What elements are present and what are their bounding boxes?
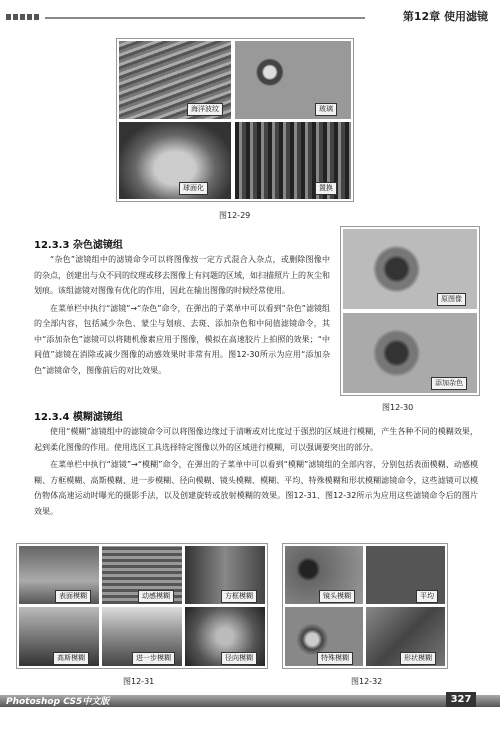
tile-glass (235, 41, 351, 119)
tile-radial-blur (185, 607, 265, 666)
figure-caption: 图12-32 (351, 677, 383, 686)
tile-displace (235, 122, 351, 199)
tile-label: 形状模糊 (400, 652, 436, 665)
tile-label: 特殊模糊 (317, 652, 353, 665)
tile-label: 海洋波纹 (187, 103, 223, 116)
tile-label: 表面模糊 (55, 590, 91, 603)
tile-label: 动感模糊 (138, 590, 174, 603)
section-heading: 12.3.4 模糊滤镜组 (34, 412, 123, 423)
figure-12-31 (16, 543, 268, 669)
tile-shape-blur (366, 607, 445, 666)
tile-label: 进一步模糊 (132, 652, 175, 665)
tile-label: 球面化 (179, 182, 208, 195)
paragraph: 在菜单栏中执行“滤镜”→“模糊”命令，在弹出的子菜单中可以看到“模糊”滤镜组的全部内容，分别包括表面模糊、动感模糊、方框模糊、高斯模糊、进一步模糊、径向模糊、镜头模糊、模糊、平均、特殊模糊和形状模糊滤镜命令，这些滤镜可以模仿物体高速运动时曝光的摄影手法，以及创建旋转或放射模糊的效果。图12-31、图12-32所示为应用这些滤镜命令后的图片效果。 (34, 460, 478, 516)
tile-label: 玻璃 (315, 103, 337, 116)
tile-box-blur (185, 546, 265, 604)
tile-label: 高斯模糊 (53, 652, 89, 665)
section-heading: 12.3.3 杂色滤镜组 (34, 240, 123, 251)
tile-label: 镜头模糊 (319, 590, 355, 603)
figure-caption: 图12-30 (382, 403, 414, 412)
header-rule (45, 17, 365, 19)
paragraph: 使用“模糊”滤镜组中的滤镜命令可以将图像边缘过于清晰或对比度过于强烈的区域进行模糊，产生各种不同的模糊效果，起到柔化图像的作用。使用选区工具选择特定图像以外的区域进行模糊，可以强调要突出的部分。 (34, 427, 478, 452)
page-number: 327 (446, 692, 476, 707)
book-title: Photoshop CS5中文版 (6, 697, 110, 707)
header-decoration (6, 14, 39, 20)
tile-label: 平均 (416, 590, 438, 603)
chapter-title: 第12章 使用滤镜 (402, 10, 488, 23)
tile-blur-more (102, 607, 182, 666)
tile-lens-blur (285, 546, 363, 604)
section-body (34, 424, 478, 519)
figure-12-32 (282, 543, 448, 669)
figure-12-30 (340, 226, 480, 396)
tile-label: 径向模糊 (221, 652, 257, 665)
paragraph: “杂色”滤镜组中的滤镜命令可以将图像按一定方式混合入杂点，或删除图像中的杂点，创建出与众不同的纹理或移去图像上有问题的区域，如扫描照片上的灰尘和划痕。该组滤镜对图像有优化的作用，因此在输出图像的时候经常使用。 (34, 255, 330, 295)
tile-label: 置换 (315, 182, 337, 195)
tile-smart-blur (285, 607, 363, 666)
figure-caption: 图12-31 (123, 677, 155, 686)
tile-add-noise (343, 313, 477, 393)
tile-surface-blur (19, 546, 99, 604)
section-body (34, 252, 330, 378)
figure-caption: 图12-29 (219, 211, 251, 220)
tile-original (343, 229, 477, 309)
tile-spherize (119, 122, 231, 199)
paragraph: 在菜单栏中执行“滤镜”→“杂色”命令，在弹出的子菜单中可以看到“杂色”滤镜组的全部内容，包括减少杂色、蒙尘与划痕、去斑、添加杂色和中间值滤镜命令，其中“添加杂色”滤镜可以将随机像素应用于图像，模拟在高速胶片上拍照的效果；“中间值”滤镜在消除或减少图像的动感效果时非常有用。图12-30所示为应用“添加杂色”滤镜命令，图像前后的对比效果。 (34, 303, 330, 375)
figure-12-29 (116, 38, 354, 202)
tile-ocean-ripple (119, 41, 231, 119)
tile-gaussian-blur (19, 607, 99, 666)
tile-label: 方框模糊 (221, 590, 257, 603)
tile-label: 原图像 (437, 293, 466, 306)
tile-motion-blur (102, 546, 182, 604)
tile-label: 添加杂色 (431, 377, 467, 390)
tile-average (366, 546, 445, 604)
